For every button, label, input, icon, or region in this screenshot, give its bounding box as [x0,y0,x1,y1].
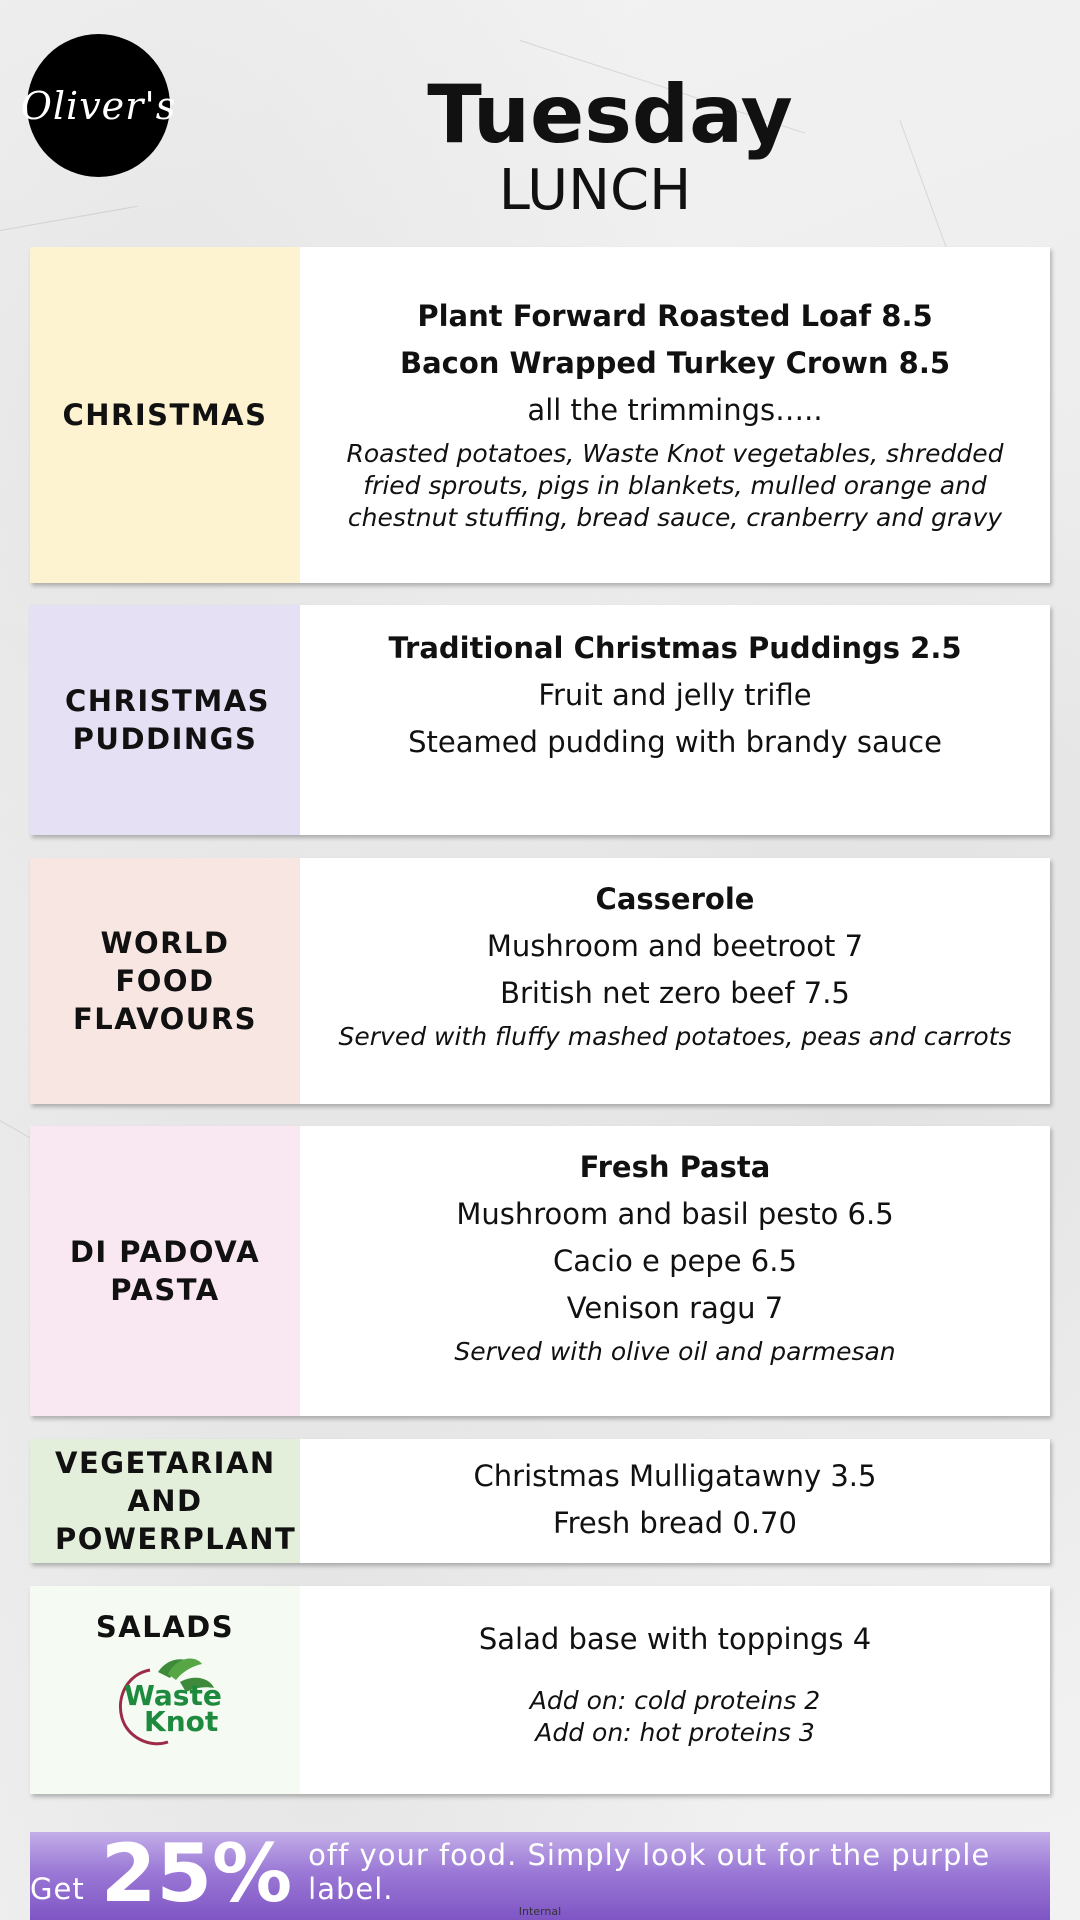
brand-logo-text: Oliver's [20,83,177,128]
menu-item: Christmas Mulligatawny 3.5 [473,1459,877,1493]
section-items [300,1126,1050,1416]
menu-section-christmas-puddings [30,605,1050,835]
item-description: Roasted potatoes, Waste Knot vegetables, shredded fried sprouts, pigs in blankets, mulled orange and chestnut stuffing, bread sauce, cranberry and gravy [346,439,1004,532]
classification-label: Internal [518,1905,562,1918]
menu-item: Fresh bread 0.70 [553,1506,797,1540]
badge-line-1: Waste [124,1679,222,1712]
category-christmas-puddings [30,605,300,835]
item-addon: Add on: cold proteins 2 [529,1686,821,1715]
menu-item: Bacon Wrapped Turkey Crown 8.5 [399,346,951,380]
menu-section-salads [30,1586,1050,1794]
menu-item: Plant Forward Roasted Loaf 8.5 [417,299,933,333]
item-addon: Add on: hot proteins 3 [535,1718,815,1747]
category-vegetarian-and-powerplant [30,1439,300,1563]
category-christmas [30,247,300,583]
waste-knot-badge [110,1652,220,1752]
section-items [300,247,1050,583]
menu-day-title: Tuesday [427,68,793,161]
section-items [300,605,1050,835]
category-label: WORLD FOOD FLAVOURS [72,926,258,1036]
menu-item: Mushroom and beetroot 7 [486,929,864,963]
category-label: CHRISTMAS [62,398,268,432]
menu-item: Mushroom and basil pesto 6.5 [456,1197,894,1231]
menu-item: Traditional Christmas Puddings 2.5 [388,631,962,665]
menu-meal-subtitle: LUNCH [498,158,692,223]
category-label: SALADS [95,1610,235,1644]
item-description: Served with olive oil and parmesan [454,1337,896,1366]
menu-item: all the trimmings….. [527,393,823,427]
category-label: DI PADOVA PASTA [69,1235,261,1307]
menu-item: Steamed pudding with brandy sauce [408,725,942,759]
promo-text: off your food. Simply look out for the purple label. [308,1838,991,1906]
category-label: VEGETARIAN AND POWERPLANT [55,1446,297,1556]
category-world-food-flavours [30,858,300,1104]
section-items [300,1586,1050,1794]
category-di-padova-pasta [30,1126,300,1416]
menu-item: Salad base with toppings 4 [478,1622,872,1656]
category-label: CHRISTMAS PUDDINGS [65,684,271,756]
menu-item: Venison ragu 7 [566,1291,784,1325]
promo-prefix: Get [30,1872,85,1906]
section-items [300,858,1050,1104]
menu-section-world-food-flavours [30,858,1050,1104]
menu-section-vegetarian-and-powerplant [30,1439,1050,1563]
item-description: Served with fluffy mashed potatoes, peas and carrots [338,1022,1012,1051]
section-items [300,1439,1050,1563]
menu-item: British net zero beef 7.5 [500,976,850,1010]
badge-line-2: Knot [144,1705,219,1738]
promo-percent: 25% [100,1827,293,1920]
menu-item: Cacio e pepe 6.5 [553,1244,797,1278]
menu-section-christmas [30,247,1050,583]
menu-section-di-padova-pasta [30,1126,1050,1416]
category-salads [30,1586,300,1794]
menu-item: Fruit and jelly trifle [538,678,812,712]
menu-item: Casserole [595,882,755,916]
menu-item: Fresh Pasta [579,1150,771,1184]
